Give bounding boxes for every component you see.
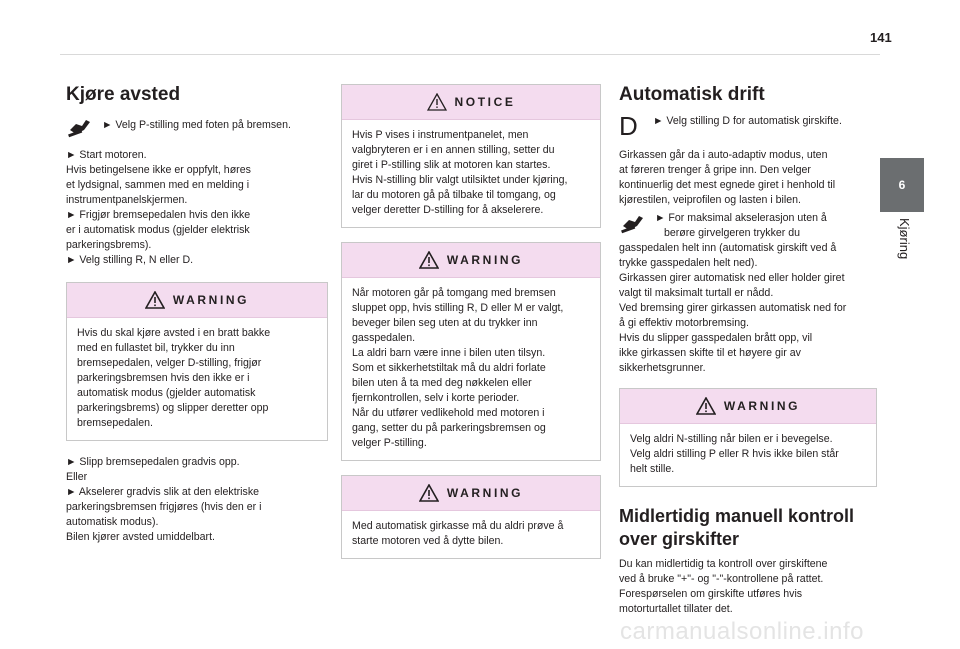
warning-box-idle <box>341 242 601 461</box>
paragraph-release: ► Slipp bremsepedalen gradvis opp. Eller ► Akselerer gradvis slik at den elektriske parkeringsbremsen frigjøres (hvis den er i automatisk modus). Bilen kjører avsted umiddelbart. <box>66 456 262 543</box>
section-title-manuell-kontroll: Midlertidig manuell kontroll over girskifter <box>619 506 855 549</box>
warning-box-push-start <box>341 475 601 559</box>
warning-triangle-icon <box>419 484 439 502</box>
column-1 <box>66 84 328 545</box>
warning-body: Med automatisk girkasse må du aldri prøve å starte motoren ved å dytte bilen. <box>352 520 564 547</box>
warning-header <box>342 476 600 511</box>
watermark: carmanualsonline.info <box>620 618 864 645</box>
notice-header <box>342 85 600 120</box>
paragraph-start: ► Start motoren. Hvis betingelsene ikke er oppfylt, høres et lydsignal, sammen med en melding i instrumentpanelskjermen. ► Frigjør bremsepedalen hvis den ikke er i automatisk modus (gjelder elektrisk parkeringsbrems). ► Velg stilling R, N eller D. <box>66 149 251 266</box>
column-2 <box>341 84 601 559</box>
notice-body: Hvis P vises i instrumentpanelet, men valgbryteren er i en annen stilling, setter du giret i P-stilling slik at motoren kan startes. Hvis N-stilling blir valgt utilsiktet under kjøring, lar du motoren gå på tilbake til tomgang, og velger deretter D-stilling for å akselerere. <box>352 129 568 216</box>
notice-triangle-icon <box>427 93 447 111</box>
gear-d-symbol: D <box>619 111 638 141</box>
page-number: 141 <box>870 30 892 45</box>
section-title-automatisk-drift: Automatisk drift <box>619 84 765 105</box>
warning-label: WARNING <box>723 399 801 413</box>
chapter-label: Kjøring <box>897 218 912 260</box>
warning-triangle-icon <box>696 397 716 415</box>
paragraph-manual: Du kan midlertidig ta kontroll over girskiftene ved å bruke "+"- og "-"-kontrollene på rattet. Forespørselen om girskifte utføres hvis motorturtallet tillater det. <box>619 558 828 615</box>
step-row <box>66 114 328 138</box>
warning-body: Hvis du skal kjøre avsted i en bratt bakke med en fullastet bil, trykker du inn bremsepedalen, velger D-stilling, frigjør parkeringsbremsen hvis den ikke er i automatisk modus (gjelder automatisk parkeringsbrems) og slipper deretter opp bremsepedalen. <box>77 327 271 429</box>
foot-on-pedal-icon <box>66 114 94 138</box>
notice-label: NOTICE <box>454 95 516 109</box>
warning-body: Velg aldri N-stilling når bilen er i bevegelse. Velg aldri stilling P eller R hvis ikke bilen står helt stille. <box>630 433 839 475</box>
foot-on-pedal-icon <box>619 210 647 234</box>
warning-body: Når motoren går på tomgang med bremsen sluppet opp, hvis stilling R, D eller M er valgt, beveger bilen seg uten at du trykker inn gasspedalen. La aldri barn være inne i bilen uten tilsyn. Som et sikkerhetstiltak må du aldri forlate bilen uten å ta med deg nøkkelen eller fjernkontrollen, selv i korte perioder. Når du utfører vedlikehold med motoren i gang, setter du på parkeringsbremsen og velger P-stilling. <box>352 287 564 449</box>
chapter-tab[interactable]: 6 <box>880 158 924 212</box>
warning-header <box>67 283 327 318</box>
column-3 <box>619 84 877 617</box>
warning-box-neutral <box>619 388 877 487</box>
warning-label: WARNING <box>446 253 524 267</box>
step-row <box>619 111 877 141</box>
warning-triangle-icon <box>145 291 165 309</box>
step-text: ► Velg P-stilling med foten på bremsen. <box>102 119 291 131</box>
section-title-kjore-avsted: Kjøre avsted <box>66 84 181 105</box>
warning-box <box>66 282 328 441</box>
accel-text: ► For maksimal akselerasjon uten å <box>655 212 827 224</box>
notice-box <box>341 84 601 228</box>
paragraph-adaptive: Girkassen går da i auto-adaptiv modus, uten at føreren trenger å gripe inn. Den velger kontinuerlig det mest egnede giret i henhold til kjørestilen, veiprofilen og lasten i bilen. <box>619 149 836 206</box>
step-text: ► Velg stilling D for automatisk girskifte. <box>653 115 842 127</box>
warning-label: WARNING <box>172 293 250 307</box>
accel-row: ► For maksimal akselerasjon uten å berøre girvelgeren trykker du <box>619 210 877 241</box>
warning-triangle-icon <box>419 251 439 269</box>
warning-header <box>620 389 876 424</box>
warning-label: WARNING <box>446 486 524 500</box>
top-rule <box>60 54 880 55</box>
warning-header <box>342 243 600 278</box>
paragraph-kickdown: gasspedalen helt inn (automatisk girskift ved å trykke gasspedalen helt ned). Girkassen girer automatisk ned eller holder giret valgt til maksimalt turtall er nådd. Ved bremsing girer girkassen automatisk ned for å gi effektiv motorbremsing. Hvis du slipper gasspedalen brått opp, vil ikke girkassen skifte til et høyere gir av sikkerhetsgrunner. <box>619 242 847 374</box>
